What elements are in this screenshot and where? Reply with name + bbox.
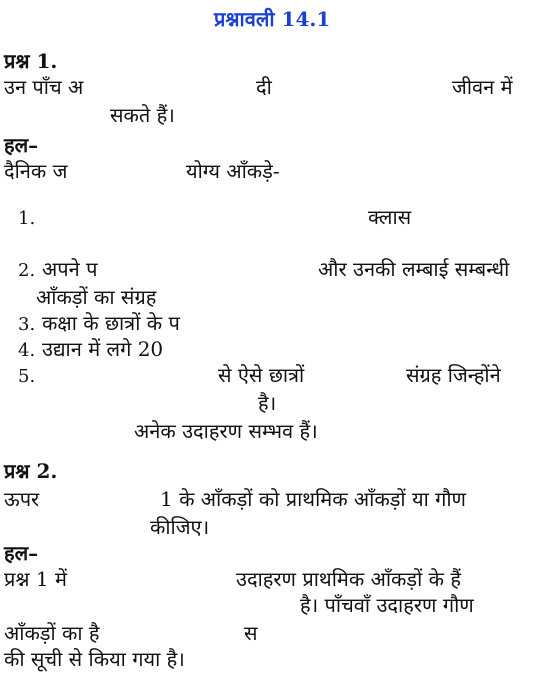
list-item-number: 4. xyxy=(18,340,36,361)
solution-2-text-line3a: आँकड़ों का है xyxy=(4,621,100,645)
question-2-heading: प्रश्न 2. xyxy=(4,459,58,483)
question-1-heading: प्रश्न 1. xyxy=(4,49,58,73)
list-item-text: उद्यान में लगे 20 xyxy=(42,337,164,361)
solution-2-text-a: प्रश्न 1 में xyxy=(4,567,67,591)
list-item-number: 5. xyxy=(18,366,36,387)
question-1-text-line2: सकते हैं। xyxy=(110,103,175,127)
question-1-text-c: जीवन में xyxy=(452,75,513,99)
list-item-number: 1. xyxy=(18,208,36,229)
list-item-number: 3. xyxy=(18,314,36,335)
list-item-text-wrap: है। xyxy=(258,391,277,415)
solution-1-heading: हल– xyxy=(4,133,39,157)
list-item-number: 2. xyxy=(18,260,36,281)
question-1-text-a: उन पाँच अ xyxy=(4,75,84,99)
solution-2-text-line3b: स xyxy=(244,621,258,645)
solution-1-closing: अनेक उदाहरण सम्भव हैं। xyxy=(134,419,318,443)
list-item-text-continued: और उनकी लम्बाई सम्बन्धी xyxy=(318,257,510,281)
list-item-text: कक्षा के छात्रों के प xyxy=(42,311,180,335)
solution-1-text-b: योग्य आँकड़े- xyxy=(186,159,280,183)
list-item-text: क्लास xyxy=(368,205,412,229)
list-item-text-continued: संग्रह जिन्होंने xyxy=(406,363,501,387)
question-2-text-b: 1 के आँकड़ों को प्राथमिक आँकड़ों या गौण xyxy=(160,487,467,511)
question-1-text-b: दी xyxy=(256,75,272,99)
solution-2-text-b: उदाहरण प्राथमिक आँकड़ों के हैं xyxy=(236,567,461,591)
list-item-text-wrap: आँकड़ों का संग्रह xyxy=(36,285,157,309)
question-2-text-a: ऊपर xyxy=(4,487,40,511)
solution-2-heading: हल– xyxy=(4,541,39,565)
question-2-text-line2: कीजिए। xyxy=(150,515,210,539)
page-title: प्रश्नावली 14.1 xyxy=(214,7,331,31)
solution-2-text-line2: है। पाँचवाँ उदाहरण गौण xyxy=(300,593,474,617)
solution-1-text-a: दैनिक ज xyxy=(4,159,68,183)
solution-2-text-line4: की सूची से किया गया है। xyxy=(4,647,185,671)
list-item-text: अपने प xyxy=(42,257,98,281)
list-item-text: से ऐसे छात्रों xyxy=(218,363,305,387)
